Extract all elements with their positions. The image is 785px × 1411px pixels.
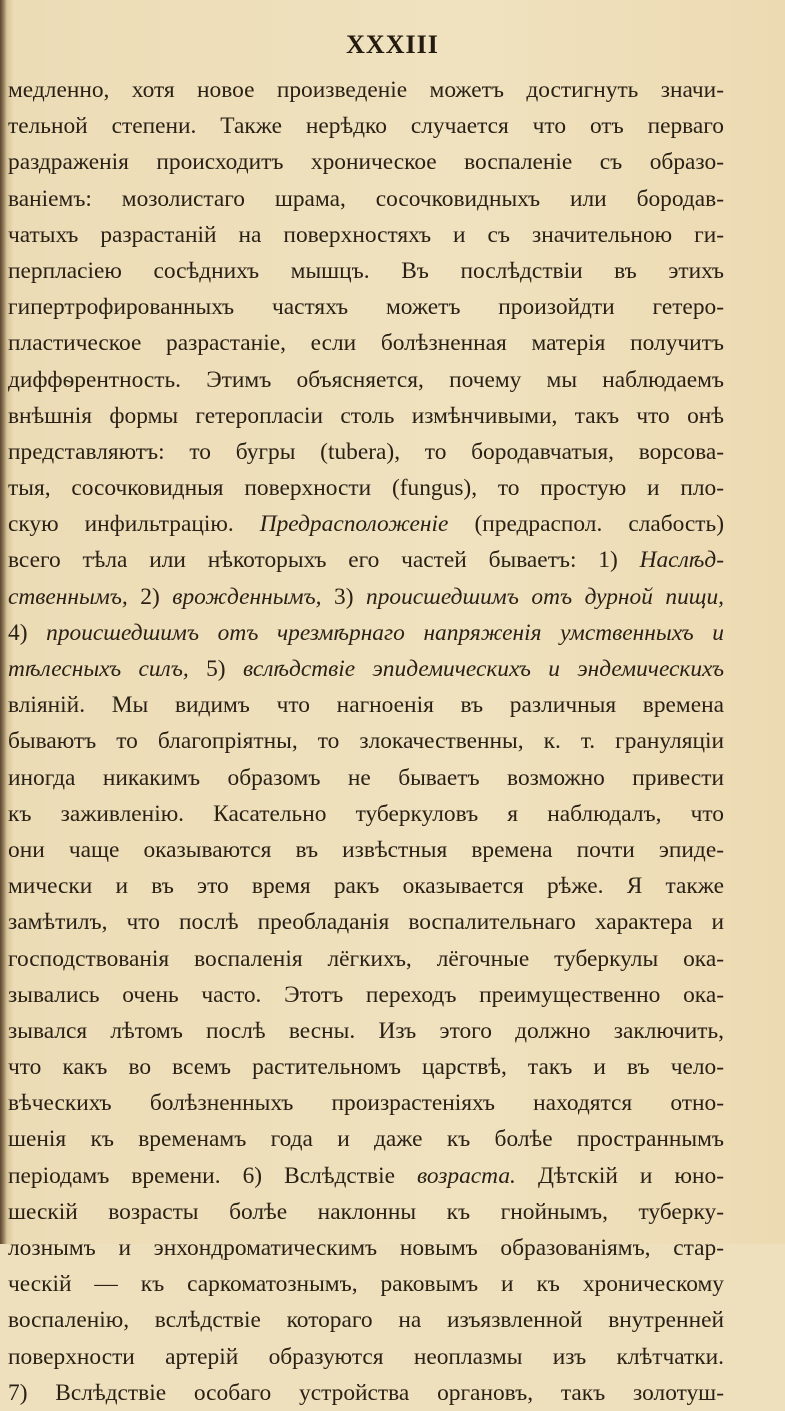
- text-run: они чаще оказываются въ извѣстныя времена почти эпиде-: [8, 836, 724, 863]
- text-line: [8, 687, 724, 723]
- italic-run: происшедшимъ отъ дурной пищи,: [366, 583, 724, 610]
- italic-run: вслѣдствіе эпидемическихъ и эндемическихъ: [242, 656, 724, 682]
- italic-run: тѣлесныхъ силъ,: [8, 656, 189, 682]
- text-line: [8, 253, 724, 289]
- text-run: медленно, хотя новое произведеніе можетъ достигнуть значи-: [8, 77, 724, 103]
- text-line: [8, 362, 724, 398]
- text-line: [8, 542, 724, 578]
- text-run: лознымъ и энхондроматическимъ новымъ образованіямъ, стар-: [8, 1235, 724, 1261]
- italic-run: возраста.: [417, 1162, 516, 1189]
- text-run: ваніемъ: мозолистаго шрама, сосочковидныхъ или бородав-: [8, 185, 724, 212]
- text-line: [8, 1158, 724, 1194]
- text-line: [8, 796, 724, 832]
- italic-run: происшедшимъ отъ чрезмѣрнаго напряженія умственныхъ и: [46, 619, 724, 646]
- text-run: поверхности артерій образуются неоплазмы изъ клѣтчатки.: [8, 1343, 724, 1370]
- text-line: [8, 1230, 724, 1266]
- text-run: 3): [321, 583, 366, 610]
- text-run: зывались очень часто. Этотъ переходъ преимущественно ока-: [8, 981, 724, 1008]
- text-line: [8, 434, 724, 470]
- text-line: [8, 760, 724, 796]
- text-run: Дѣтскій и юно-: [515, 1162, 724, 1189]
- text-line: [8, 941, 724, 977]
- text-line: [8, 1121, 724, 1157]
- text-run: иногда никакимъ образомъ не бываетъ возможно привести: [8, 764, 724, 791]
- text-line: [8, 398, 724, 434]
- text-run: вѣческихъ болѣзненныхъ произрастеніяхъ находятся отно-: [8, 1090, 724, 1117]
- text-line: [8, 1013, 724, 1049]
- body-text: [8, 72, 724, 1411]
- text-run: что какъ во всемъ растительномъ царствѣ, такъ и въ чело-: [8, 1054, 724, 1081]
- text-line: [8, 904, 724, 940]
- text-line: [8, 72, 724, 108]
- text-line: [8, 579, 724, 615]
- text-run: 7) Вслѣдствіе особаго устройства органовъ, такъ золотуш-: [8, 1379, 724, 1406]
- text-line: [8, 868, 724, 904]
- text-line: [8, 1302, 724, 1338]
- text-line: [8, 506, 724, 542]
- text-run: періодамъ времени. 6) Вслѣдствіе: [8, 1162, 418, 1189]
- text-run: воспаленію, вслѣдствіе котораго на изъязвленной внутренней: [8, 1307, 724, 1334]
- text-run: раздраженія происходитъ хроническое воспаленіе съ образо-: [8, 149, 724, 176]
- italic-run: врожденнымъ,: [172, 583, 322, 610]
- text-run: перпласіею сосѣднихъ мышцъ. Въ послѣдствіи въ этихъ: [8, 257, 724, 284]
- text-line: [8, 615, 724, 651]
- text-run: замѣтилъ, что послѣ преобладанія воспалительнаго характера и: [8, 909, 724, 936]
- text-line: [8, 1049, 724, 1085]
- text-line: [8, 1194, 724, 1230]
- italic-run: Предрасположеніе: [259, 511, 449, 538]
- text-run: чатыхъ разрастаній на поверхностяхъ и съ значительною ги-: [8, 221, 724, 248]
- text-line: [8, 651, 724, 687]
- text-run: представляютъ: то бугры (tubera), то бородавчатыя, ворсова-: [8, 438, 724, 465]
- text-line: [8, 832, 724, 868]
- text-run: 5): [188, 656, 243, 682]
- text-run: мически и въ это время ракъ оказывается рѣже. Я также: [8, 873, 724, 900]
- text-line: [8, 1375, 724, 1411]
- text-run: господствованія воспаленія лёгкихъ, лёгочные туберкулы ока-: [8, 945, 724, 972]
- text-run: всего тѣла или нѣкоторыхъ его частей бываетъ: 1): [8, 547, 640, 574]
- italic-run: ственнымъ,: [8, 583, 128, 610]
- text-run: шескій возрасты болѣе наклонны къ гнойнымъ, туберку-: [8, 1198, 724, 1225]
- italic-run: Наслѣд-: [639, 547, 724, 574]
- text-line: [8, 144, 724, 180]
- text-run: гипертрофированныхъ частяхъ можетъ произойдти гетеро-: [8, 294, 724, 321]
- text-line: [8, 325, 724, 361]
- text-line: [8, 1085, 724, 1121]
- text-run: пластическое разрастаніе, если болѣзненная матерія получитъ: [8, 330, 724, 357]
- text-line: [8, 1339, 724, 1375]
- text-run: (предраспол. слабость): [448, 511, 724, 538]
- text-run: шенія къ временамъ года и даже къ болѣе пространнымъ: [8, 1126, 724, 1153]
- text-line: [8, 181, 724, 217]
- text-line: [8, 470, 724, 506]
- text-run: къ заживленію. Касательно туберкуловъ я наблюдалъ, что: [8, 800, 724, 827]
- page-number: XXXIII: [346, 30, 439, 59]
- text-run: тыя, сосочковидныя поверхности (fungus), то простую и пло-: [8, 475, 724, 502]
- text-run: бываютъ то благопріятны, то злокачественны, к. т. грануляціи: [8, 728, 724, 755]
- text-run: вліяній. Мы видимъ что нагноенія въ различныя времена: [8, 692, 724, 719]
- text-line: [8, 289, 724, 325]
- text-line: [8, 1266, 724, 1302]
- text-line: [8, 723, 724, 759]
- text-run: зывался лѣтомъ послѣ весны. Изъ этого должно заключить,: [8, 1017, 724, 1044]
- text-run: ческій — къ саркоматознымъ, раковымъ и къ хроническому: [8, 1271, 724, 1298]
- text-run: тельной степени. Также нерѣдко случается что отъ перваго: [8, 113, 724, 140]
- text-run: диффѳрентность. Этимъ объясняется, почему мы наблюдаемъ: [8, 366, 724, 393]
- text-run: внѣшнія формы гетеропласіи столь измѣнчивыми, такъ что онѣ: [8, 402, 724, 429]
- text-run: скую инфильтрацію.: [8, 511, 260, 538]
- text-line: [8, 108, 724, 144]
- text-run: 2): [127, 583, 173, 610]
- text-line: [8, 217, 724, 253]
- text-run: 4): [8, 619, 47, 646]
- text-line: [8, 977, 724, 1013]
